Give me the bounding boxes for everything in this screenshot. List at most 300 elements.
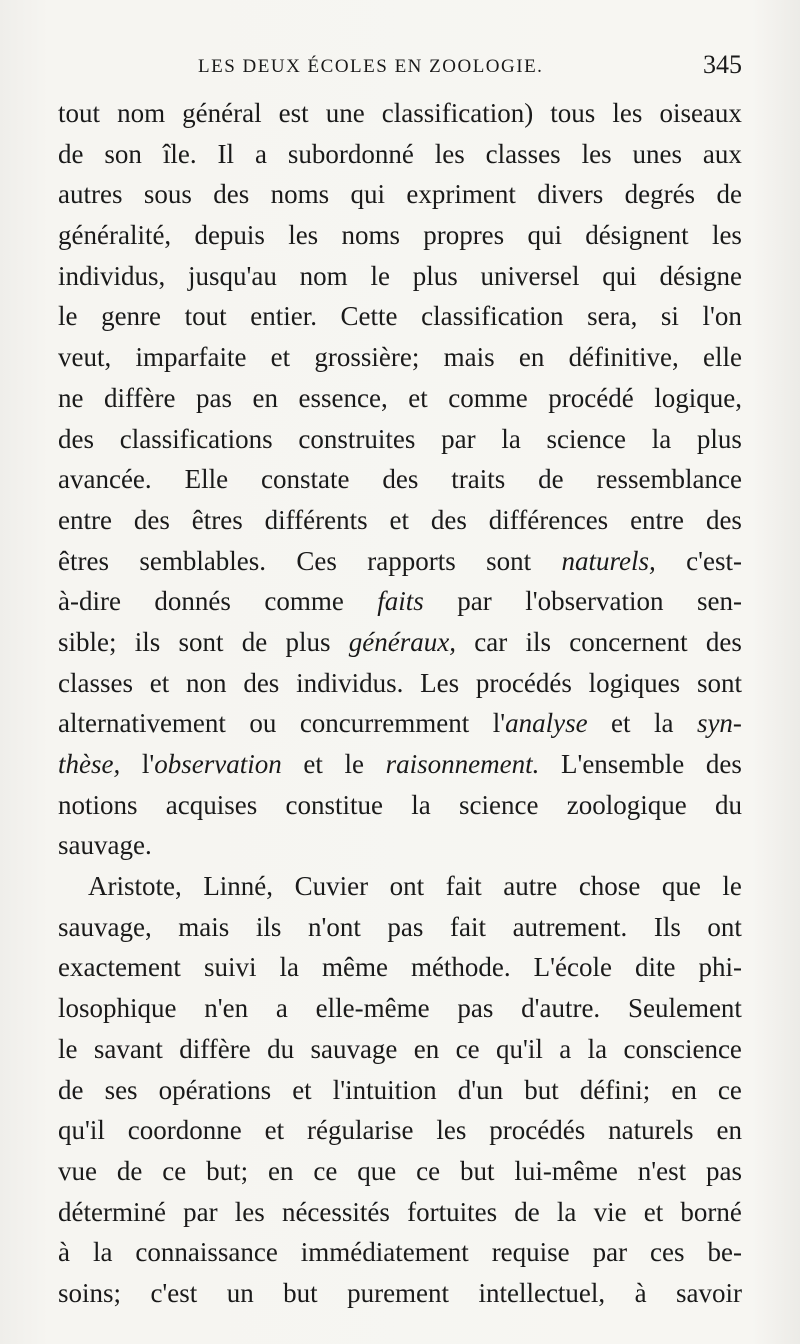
word-group (298, 419, 415, 460)
word: île. (162, 138, 197, 169)
word-group (58, 459, 152, 500)
word: n'ont (307, 911, 361, 942)
word-group (58, 907, 152, 948)
word-group (635, 947, 676, 988)
word: que (661, 871, 701, 902)
word-group (192, 500, 243, 541)
word: de (58, 138, 84, 169)
word: est (278, 98, 309, 128)
word: d'autre. (521, 993, 601, 1024)
word-group (414, 1029, 439, 1070)
word-group (561, 744, 684, 785)
word: borné (680, 1196, 742, 1227)
word: elle-même (315, 993, 430, 1024)
word-group (253, 378, 278, 419)
word-group (635, 1273, 647, 1314)
word: des (430, 504, 467, 535)
text-line (58, 907, 742, 948)
word: tout (184, 301, 227, 332)
word-group (341, 296, 398, 337)
page-number: 345 (703, 50, 742, 79)
word: pas (387, 911, 424, 942)
word-group (534, 947, 612, 988)
word: de (241, 626, 268, 657)
word-group (288, 215, 318, 256)
word-group (243, 663, 279, 704)
word-group (513, 907, 628, 948)
word: vie (593, 1196, 627, 1227)
word: individus. (296, 667, 404, 698)
word: la (653, 708, 674, 739)
word-group (654, 907, 681, 948)
word-group (408, 378, 428, 419)
word: requise (491, 1237, 570, 1268)
word: soins; (58, 1277, 122, 1308)
word-group (134, 500, 170, 541)
text-line (58, 1192, 742, 1233)
word-group (296, 663, 403, 704)
word-group (423, 215, 504, 256)
word-group (718, 1070, 742, 1111)
word: des (705, 749, 742, 779)
word: les (436, 1115, 467, 1146)
word-group (347, 1273, 449, 1314)
word-group (411, 785, 431, 826)
word-group (58, 581, 121, 622)
word: raisonnement. (385, 749, 540, 779)
word-group (420, 663, 459, 704)
word: nécessités (281, 1196, 390, 1227)
word-group (367, 541, 455, 582)
text-line (58, 378, 742, 419)
word: la (556, 1196, 577, 1227)
text-line (58, 1029, 742, 1070)
word: opérations (158, 1074, 272, 1105)
word: sont (696, 667, 742, 698)
word: en (268, 1155, 294, 1186)
text-line (58, 134, 742, 175)
word: connaissance (135, 1237, 278, 1268)
word-group (630, 500, 684, 541)
word: sible; (58, 626, 117, 657)
word-group (503, 866, 557, 907)
word-group (341, 215, 400, 256)
word-group (451, 459, 505, 500)
word-group (593, 1232, 627, 1273)
word-group (300, 256, 348, 297)
text-line (58, 825, 742, 866)
word: ne (58, 382, 84, 413)
word-group (697, 703, 742, 744)
word: procédé (548, 382, 634, 413)
word: naturels (608, 1115, 694, 1146)
word-group (697, 663, 742, 704)
word-group (706, 744, 742, 785)
word-group (662, 866, 701, 907)
word-group (271, 174, 330, 215)
word: diffère (179, 1033, 251, 1064)
word: déterminé (58, 1196, 166, 1227)
text-line (58, 256, 742, 297)
word-group (268, 1151, 293, 1192)
word: qui (350, 179, 386, 210)
word-group (58, 988, 177, 1029)
text-line (58, 581, 742, 622)
word: classes (485, 138, 561, 169)
word: individus, (58, 260, 166, 291)
word: sauvage, (58, 911, 152, 942)
word-group (387, 907, 423, 948)
word-group (680, 1192, 741, 1233)
word: intellectuel, (478, 1277, 606, 1308)
word-group (537, 174, 603, 215)
word: be- (707, 1237, 742, 1268)
word-group (206, 1151, 248, 1192)
text-line (58, 500, 742, 541)
word: à-dire (58, 586, 121, 617)
word-group (101, 296, 161, 337)
word-group (712, 215, 742, 256)
word-group (188, 256, 277, 297)
word: sont (486, 545, 532, 576)
word: procédés (489, 1115, 586, 1146)
word-group (585, 215, 688, 256)
word: le (722, 871, 742, 902)
word-group (58, 215, 171, 256)
word-group (377, 581, 424, 622)
word-group (589, 663, 681, 704)
word-group (351, 174, 386, 215)
word-group (286, 622, 331, 663)
word-group (686, 541, 742, 582)
word-group (525, 581, 663, 622)
word: Il (217, 138, 235, 169)
word: immédiatement (300, 1237, 469, 1268)
word-group (255, 134, 267, 175)
word-group (227, 1273, 254, 1314)
word: avancée. (58, 464, 152, 495)
word-group (249, 703, 276, 744)
word-group (390, 866, 425, 907)
text-line (58, 1232, 742, 1273)
word: méthode. (410, 952, 511, 983)
word-group (654, 378, 742, 419)
word-group (698, 947, 742, 988)
word-group (292, 1070, 312, 1111)
word-group (722, 866, 742, 907)
word-group (142, 744, 282, 785)
word-group (715, 785, 742, 826)
word: et (292, 1074, 312, 1105)
word: par (592, 1237, 628, 1268)
word: lui-même (514, 1155, 618, 1186)
word-group (154, 581, 231, 622)
word-group (218, 134, 235, 175)
word: acquises (165, 789, 258, 820)
word: divers (537, 179, 604, 210)
word-group (104, 134, 142, 175)
word: autres (58, 179, 123, 210)
word-group (382, 93, 533, 134)
word: les (581, 138, 612, 169)
word-group (265, 500, 368, 541)
word-group (271, 337, 291, 378)
word-group (178, 907, 229, 948)
word: différents (264, 504, 368, 535)
word-group (58, 947, 181, 988)
word-group (308, 907, 361, 948)
word: purement (347, 1277, 450, 1308)
word-group (185, 296, 227, 337)
word: naturels, (561, 545, 656, 576)
word: thèse, (58, 749, 121, 779)
word: analyse (505, 708, 588, 739)
word: par (441, 423, 476, 454)
word-group (310, 1029, 397, 1070)
word-group (58, 296, 78, 337)
word-group (135, 622, 161, 663)
word: but (459, 1155, 495, 1186)
word: faits (377, 586, 424, 617)
word-group (344, 744, 364, 785)
word: pas (457, 993, 494, 1024)
word-group (703, 134, 742, 175)
word: ils (525, 626, 551, 657)
text-line (58, 174, 742, 215)
word-group (186, 663, 227, 704)
word-group (457, 988, 493, 1029)
word-group (446, 866, 482, 907)
word-group (58, 703, 226, 744)
word-group (602, 256, 637, 297)
word-group (633, 134, 683, 175)
word: son (104, 138, 142, 169)
word-group (105, 1070, 138, 1111)
word: notions (58, 789, 138, 820)
word-group (135, 337, 246, 378)
word-group (567, 785, 687, 826)
word-group (264, 581, 343, 622)
word-group (413, 256, 458, 297)
word: mais (178, 911, 230, 942)
word: fortuites (407, 1196, 498, 1227)
word-group (58, 337, 111, 378)
word: depuis (194, 220, 265, 251)
word-group (301, 1232, 469, 1273)
word: a (254, 138, 267, 169)
word-group (150, 1273, 197, 1314)
word-group (608, 1110, 693, 1151)
word-group (117, 93, 165, 134)
word: genre (101, 301, 162, 332)
word-group (460, 1151, 495, 1192)
word: conscience (623, 1033, 742, 1064)
word-group (93, 1232, 113, 1273)
word: sont (178, 626, 224, 657)
word-group (588, 1029, 608, 1070)
word: Ces (296, 545, 337, 576)
text-line (58, 215, 742, 256)
word-group (703, 337, 742, 378)
word: qui (527, 220, 562, 251)
word-group (333, 1070, 437, 1111)
word: la (411, 789, 431, 820)
word: des (705, 504, 742, 535)
word-group (267, 1029, 294, 1070)
word: syn- (696, 708, 742, 739)
word-group (58, 622, 117, 663)
word: tous (550, 98, 596, 128)
word-group (527, 215, 562, 256)
word: L'ensemble (560, 749, 685, 779)
word-group (282, 1192, 390, 1233)
word-group (166, 785, 257, 826)
word: logique, (654, 382, 742, 413)
word-group (279, 93, 309, 134)
word: du (267, 1033, 295, 1064)
word: ils (255, 911, 282, 942)
word: l' (141, 749, 155, 779)
text-line (58, 663, 742, 704)
word: construites (298, 423, 416, 454)
word: les (711, 220, 742, 251)
word-group (514, 1192, 539, 1233)
word: jusqu'au (188, 260, 277, 291)
word: par (183, 1196, 218, 1227)
word: sauvage (310, 1033, 398, 1064)
word-group (486, 134, 561, 175)
word-group (716, 174, 741, 215)
word-group (644, 1192, 664, 1233)
word: classes (58, 667, 133, 698)
word-group (521, 988, 600, 1029)
word: comme (448, 382, 528, 413)
word-group (716, 1110, 741, 1151)
word: pas (706, 1155, 742, 1186)
word: a (275, 993, 288, 1024)
word: de (58, 1074, 84, 1105)
text-line (58, 1273, 742, 1314)
word: observation (154, 749, 282, 779)
word: Aristote, (88, 871, 182, 902)
word: ont (707, 911, 742, 942)
word-group (654, 703, 674, 744)
word: désigne (659, 260, 742, 291)
word: à (58, 1237, 70, 1268)
word-group (104, 378, 175, 419)
word: l' (492, 708, 506, 739)
word-group (550, 93, 595, 134)
word-group (58, 825, 152, 866)
text-line (58, 1070, 742, 1111)
word-group (436, 1110, 466, 1151)
word: ce (717, 1074, 742, 1105)
word-group (706, 500, 742, 541)
word: d'un (457, 1074, 504, 1105)
word: essence, (298, 382, 388, 413)
word-group (139, 541, 266, 582)
word-group (389, 500, 409, 541)
text-line (58, 744, 742, 785)
word-group (382, 459, 418, 500)
word: L'école (533, 952, 612, 983)
word: aux (702, 138, 742, 169)
word: rapports (367, 545, 456, 576)
word: l'intuition (332, 1074, 437, 1105)
word-group (580, 1070, 650, 1111)
word-group (322, 947, 388, 988)
word-group (370, 256, 390, 297)
text-line (58, 541, 742, 582)
word: et (643, 1196, 664, 1227)
word-group (638, 1151, 686, 1192)
word: diffère (104, 382, 176, 413)
word-group (524, 1070, 559, 1111)
word-group (407, 1192, 497, 1233)
word: des (705, 626, 742, 657)
word: de (538, 464, 564, 495)
word-group (286, 785, 383, 826)
word-group (162, 1151, 186, 1192)
word-group (706, 622, 742, 663)
word: exactement (58, 952, 181, 983)
word-group (213, 174, 249, 215)
word-group (296, 541, 337, 582)
text-line (58, 785, 742, 826)
word-group (496, 1029, 543, 1070)
word: le (344, 749, 364, 779)
word: universel (480, 260, 580, 291)
word: même (321, 952, 388, 983)
word-group (476, 663, 572, 704)
word-group (88, 866, 182, 907)
word-group (525, 622, 551, 663)
word-group (128, 1110, 242, 1151)
word-group (501, 419, 521, 460)
word: plus (696, 423, 742, 454)
word-group (597, 459, 742, 500)
word: la (92, 1237, 113, 1268)
word-group (707, 907, 742, 948)
word: Seulement (627, 993, 742, 1024)
word-group (406, 174, 515, 215)
word-group (538, 459, 563, 500)
word: le (58, 301, 78, 332)
word: vue (58, 1155, 97, 1186)
text-line (58, 1110, 742, 1151)
word: plus (412, 260, 458, 291)
word-group (295, 866, 369, 907)
word-group (58, 1029, 78, 1070)
running-title: LES DEUX ÉCOLES EN ZOOLOGIE. (198, 56, 544, 77)
word-group (58, 174, 122, 215)
word: ont (389, 871, 425, 902)
word: à (634, 1277, 647, 1308)
word-group (58, 785, 138, 826)
word: pas (195, 382, 232, 413)
word: les (612, 98, 643, 128)
word-group (307, 1110, 413, 1151)
word: classifications (119, 423, 273, 454)
word: zoologique (566, 789, 687, 820)
word-group (671, 1070, 696, 1111)
word-group (183, 1192, 217, 1233)
word-group (58, 378, 83, 419)
word: oiseaux (659, 98, 742, 128)
word: subordonné (287, 138, 414, 169)
word: une (325, 98, 365, 128)
word: et (611, 708, 631, 739)
